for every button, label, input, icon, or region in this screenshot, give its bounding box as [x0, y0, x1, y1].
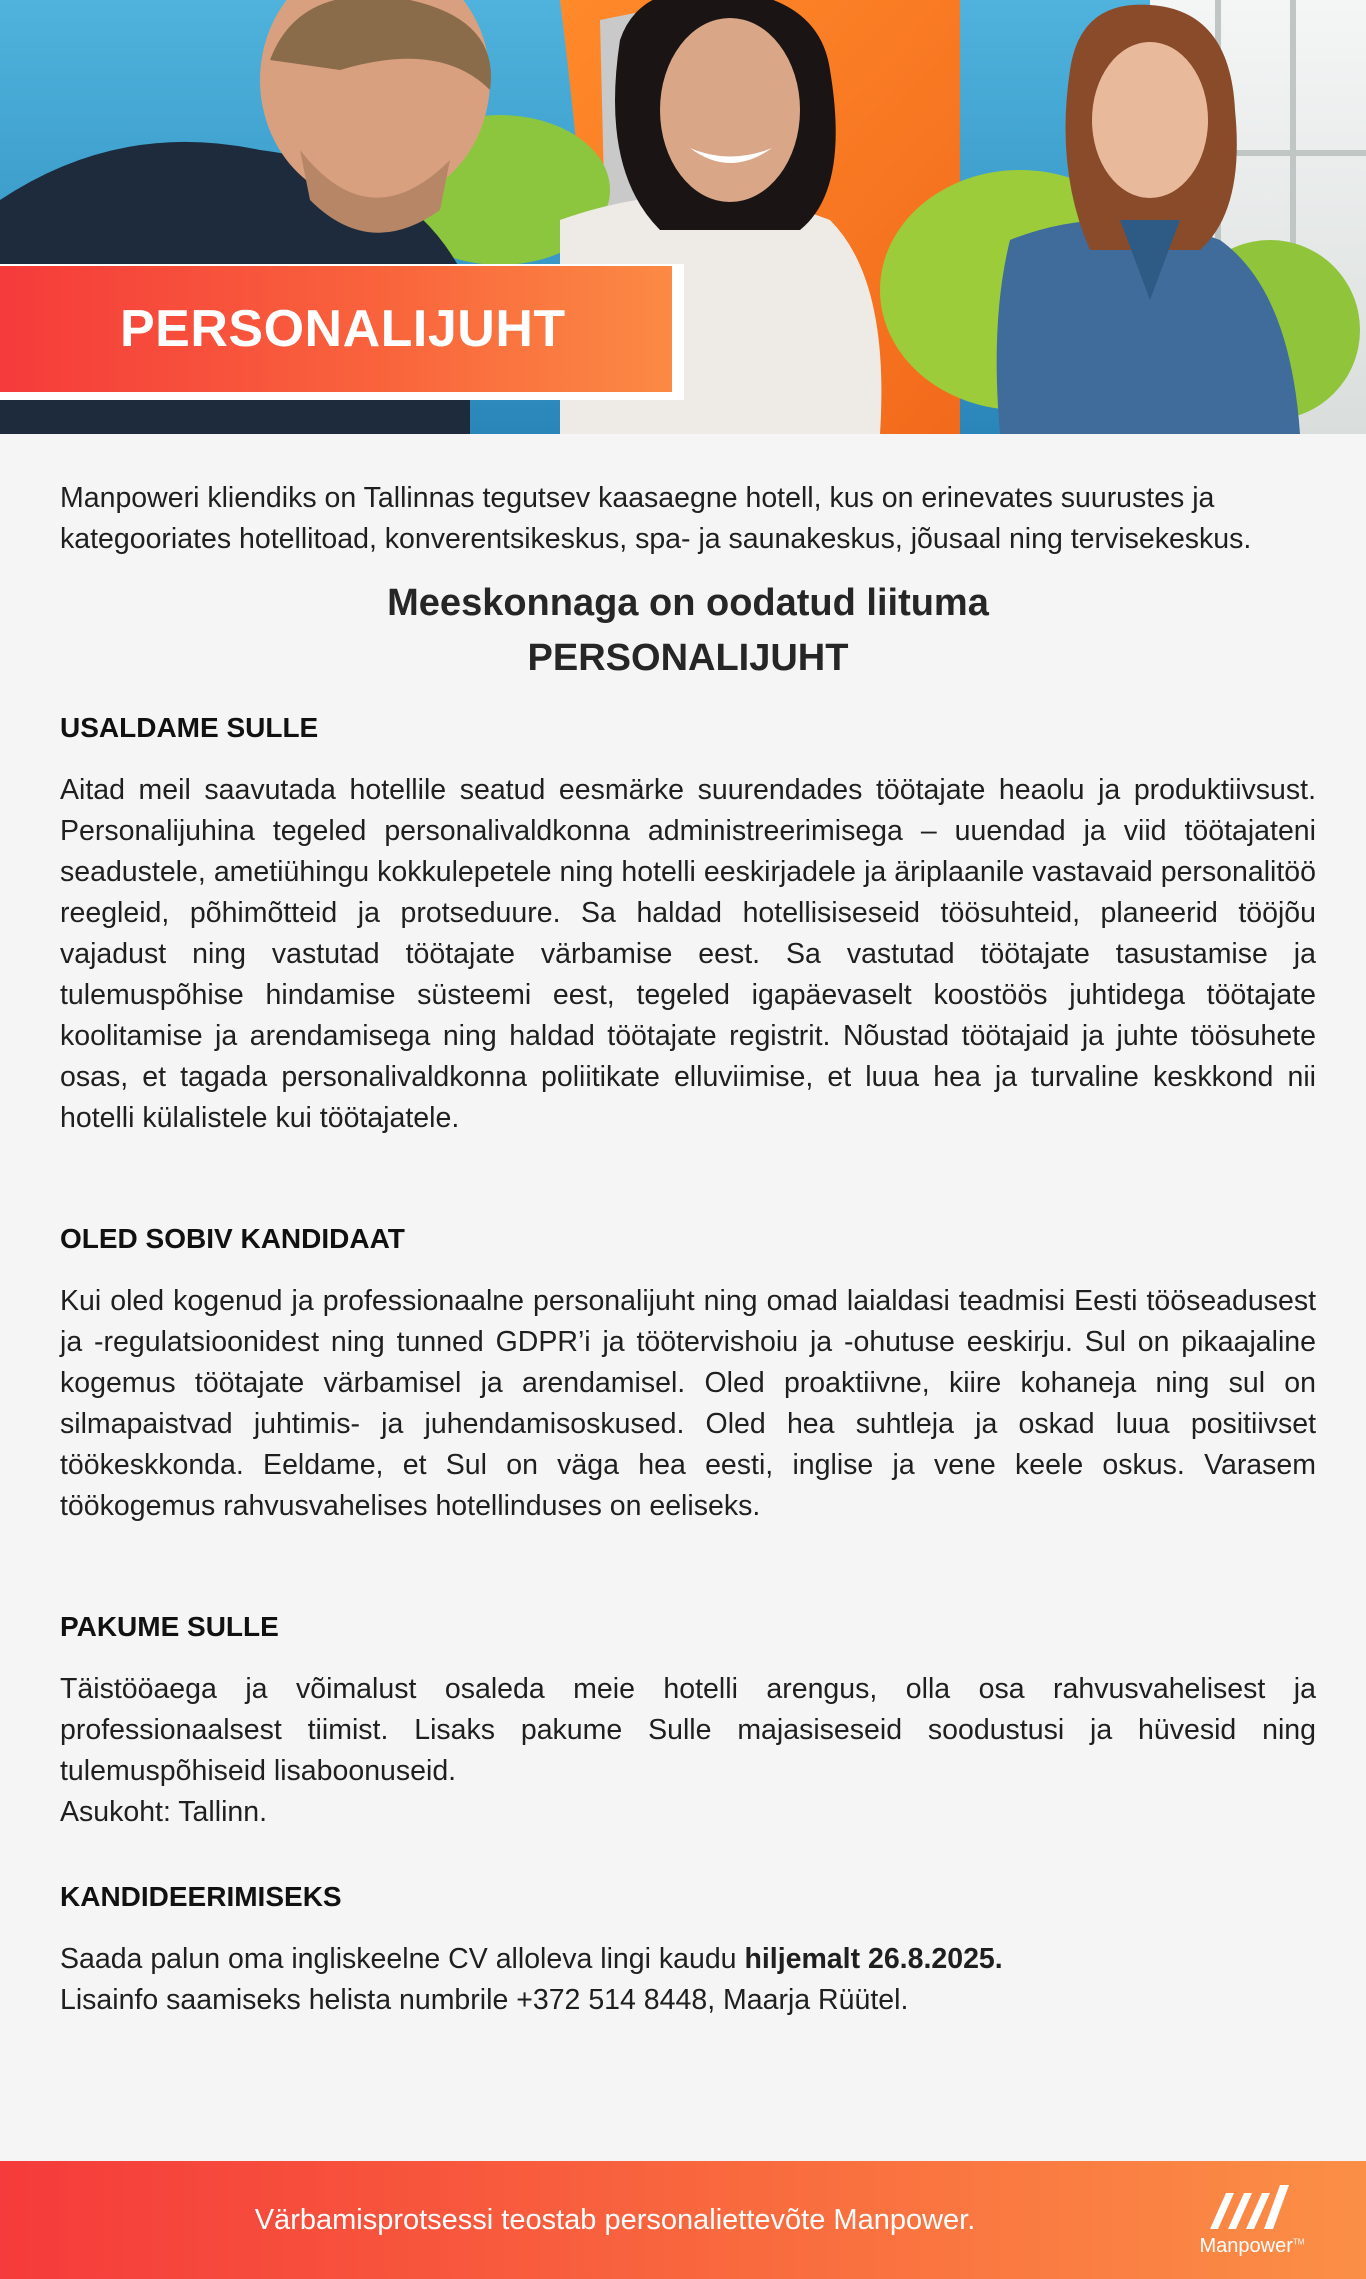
section-heading-trust: USALDAME SULLE [60, 712, 319, 743]
title-band [0, 266, 672, 392]
manpower-logo-word: Manpower™ [1199, 2235, 1305, 2257]
intro-paragraph: Manpoweri kliendiks on Tallinnas tegutsev kaasaegne hotell, kus on erinevates suurustes ja kategooriates hotellitoad, konverentsikeskus, spa- ja saunakeskus, jõusaal ning tervisekeskus. [60, 482, 1252, 555]
contact-text: Lisainfo saamiseks helista numbrile +372 514 8448, Maarja Rüütel. [60, 1984, 909, 2016]
job-description [60, 478, 1316, 2021]
apply-instruction: Saada palun oma ingliskeelne CV alloleva lingi kaudu [60, 1943, 745, 1975]
apply-deadline: hiljemalt 26.8.2025. [744, 1943, 1003, 1975]
lead-line-1: Meeskonnaga on oodatud liituma [387, 582, 989, 624]
section-text-trust: Aitad meil saavutada hotellile seatud eesmärke suurendades töötajate heaolu ja produktiivsust. Personalijuhina tegeled personalivaldkonna administreerimisega – uuendad ja viid töötajateni seadustele, ametiühingu kokkulepetele ning hotelli eeskirjadele ja äriplaanile vastavaid personalitöö reegleid, põhimõtteid ja protseduure. Sa haldad hotellisiseseid töösuhteid, planeerid tööjõu vajadust ning vastutad töötajate värbamise eest. Sa vastutad töötajate tasustamise ja tulemuspõhise hindamise süsteemi eest, tegeled igapäevaselt koostöös juhtidega töötajate koolitamise ja arendamisega ning haldad töötajate registrit. Nõustad töötajaid ja juhte töösuhete osas, et tagada personalivaldkonna poliitikate elluviimise, et luua hea ja turvaline keskkond nii hotelli külalistele kui töötajatele. [60, 774, 1316, 1134]
lead-line-2: PERSONALIJUHT [527, 637, 849, 679]
lead-heading [60, 576, 1316, 686]
footer-banner [0, 2161, 1366, 2279]
section-text-candidate: Kui oled kogenud ja professionaalne personalijuht ning omad laialdasi teadmisi Eesti tööseadusest ja -regulatsioonidest ning tunned GDPR’i ja töötervishoiu ja -ohutuse eeskirju. Sul on pikaajaline kogemus töötajate värbamisel ja arendamisel. Oled proaktiivne, kiire kohaneja ning sul on silmapaistvad juhtimis- ja juhendamisoskused. Oled hea suhtleja ja oskad luua positiivset töökeskkonda. Eeldame, et Sul on väga hea eesti, inglise ja vene keele oskus. Varasem töökogemus rahvusvahelises hotellinduses on eeliseks. [60, 1285, 1316, 1522]
section-text-offer: Täistööaega ja võimalust osaleda meie hotelli arengus, olla osa rahvusvahelisest ja professionaalsest tiimist. Lisaks pakume Sulle majasiseseid soodustusi ja hüvesid ning tulemuspõhiseid lisaboonuseid. [60, 1673, 1316, 1787]
apply-text [60, 1939, 1316, 1980]
footer-text: Värbamisprotsessi teostab personaliettevõte Manpower. [254, 2203, 976, 2236]
section-heading-apply: KANDIDEERIMISEKS [60, 1881, 342, 1912]
location-text: Asukoht: Tallinn. [60, 1796, 268, 1828]
job-title: PERSONALIJUHT [120, 300, 566, 358]
section-heading-offer: PAKUME SULLE [60, 1611, 279, 1642]
section-heading-candidate: OLED SOBIV KANDIDAAT [60, 1223, 405, 1254]
hero-banner [0, 0, 1366, 434]
